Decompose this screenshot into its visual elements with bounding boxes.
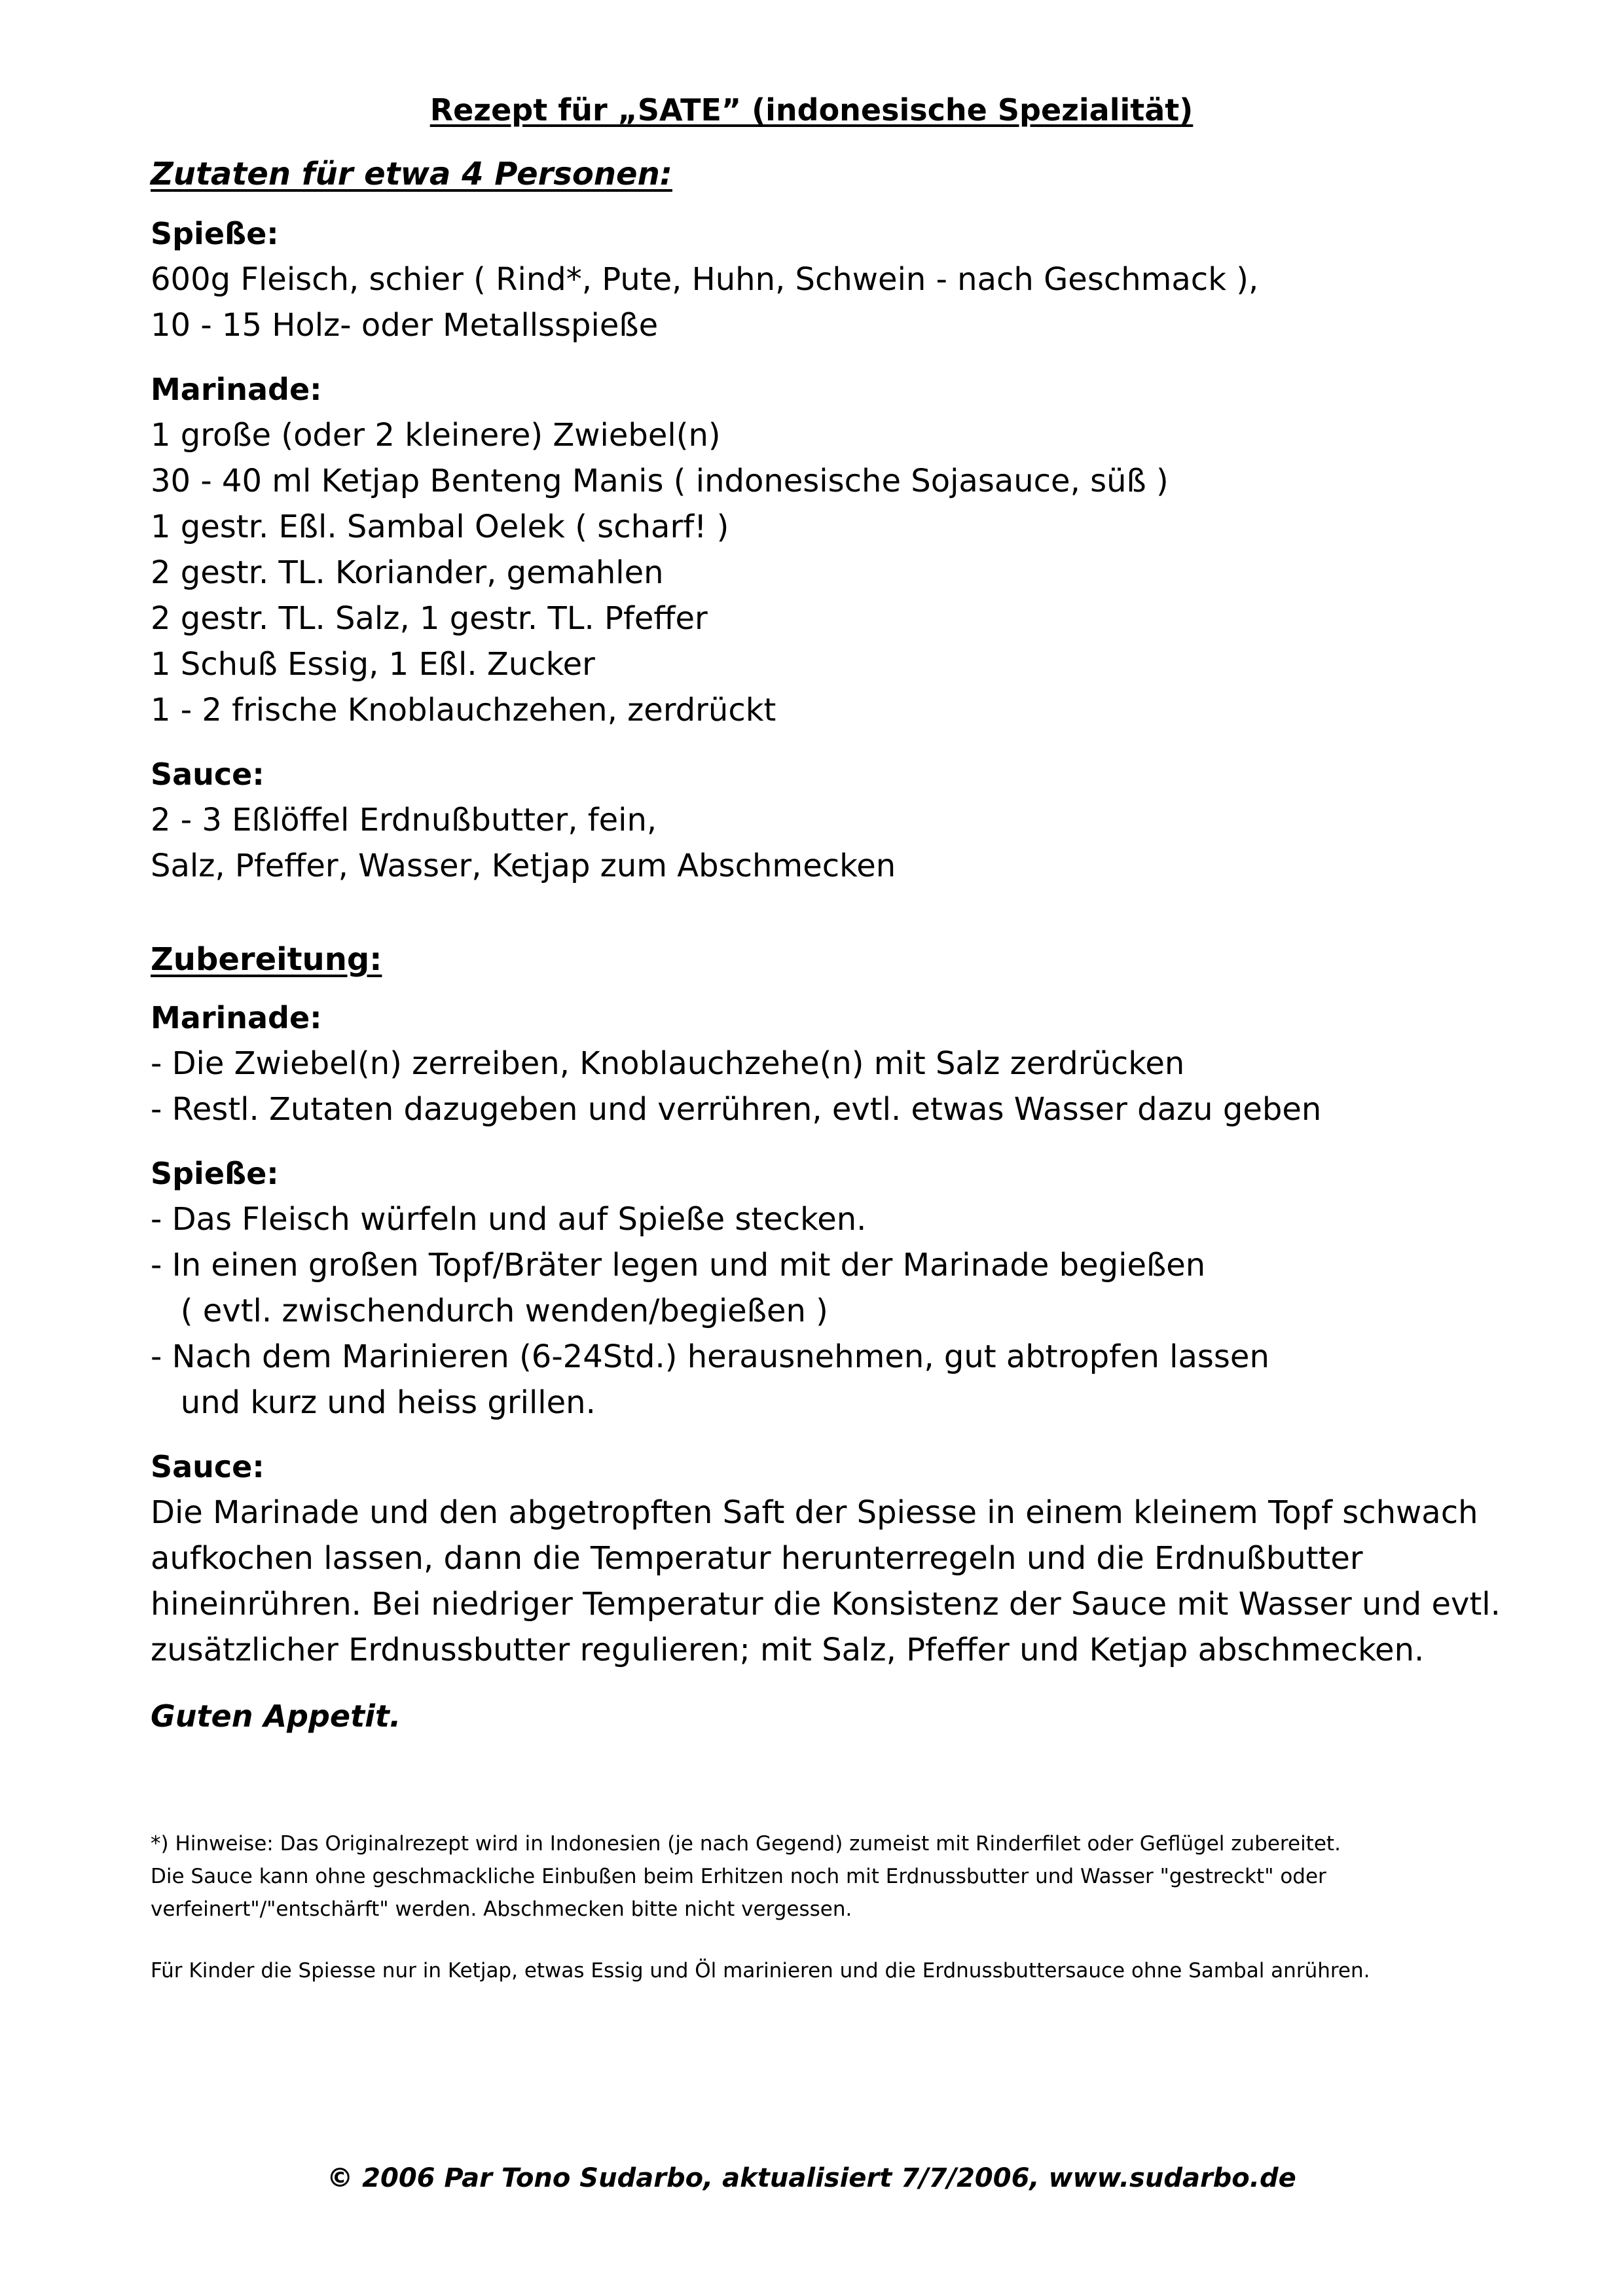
list-item: 2 gestr. TL. Koriander, gemahlen xyxy=(151,554,664,591)
greeting: Guten Appetit. xyxy=(151,1698,401,1734)
note-line: Die Sauce kann ohne geschmackliche Einbußen beim Erhitzen noch mit Erdnussbutter und Wasser "gestreckt" oder xyxy=(151,1865,1326,1888)
list-item: 1 große (oder 2 kleinere) Zwiebel(n) xyxy=(151,417,721,454)
ingredients-sauce xyxy=(151,751,1499,889)
kids-note xyxy=(151,1954,1499,1987)
note-line: Für Kinder die Spiesse nur in Ketjap, etwas Essig und Öl marinieren und die Erdnussbuttersauce ohne Sambal anrühren. xyxy=(151,1959,1370,1982)
paragraph-line: Die Marinade und den abgetropften Saft der Spiesse in einem kleinem Topf schwach xyxy=(151,1494,1478,1531)
preparation-sauce-heading: Sauce: xyxy=(151,1449,264,1484)
ingredients-skewers xyxy=(151,211,1499,348)
paragraph-line: hineinrühren. Bei niedriger Temperatur die Konsistenz der Sauce mit Wasser und evtl. xyxy=(151,1586,1501,1623)
notes-text xyxy=(151,1827,1499,1926)
list-item: 600g Fleisch, schier ( Rind*, Pute, Huhn, Schwein - nach Geschmack ), xyxy=(151,261,1259,298)
ingredients-sauce-list xyxy=(151,797,1499,889)
list-item: ( evtl. zwischendurch wenden/begießen ) xyxy=(151,1293,828,1329)
preparation-skewers-steps xyxy=(151,1196,1499,1426)
ingredients-marinade-list xyxy=(151,412,1499,733)
preparation-section xyxy=(151,940,1499,979)
list-item: - Die Zwiebel(n) zerreiben, Knoblauchzehe(n) mit Salz zerdrücken xyxy=(151,1045,1185,1082)
paragraph-line: zusätzlicher Erdnussbutter regulieren; mit Salz, Pfeffer und Ketjap abschmecken. xyxy=(151,1632,1425,1668)
preparation-skewers xyxy=(151,1151,1499,1426)
ingredients-skewers-heading: Spieße: xyxy=(151,216,279,251)
list-item: - Restl. Zutaten dazugeben und verrühren, evtl. etwas Wasser dazu geben xyxy=(151,1091,1322,1128)
greeting-block xyxy=(151,1696,1499,1736)
list-item: - Das Fleisch würfeln und auf Spieße stecken. xyxy=(151,1201,867,1238)
list-item: Salz, Pfeffer, Wasser, Ketjap zum Abschmecken xyxy=(151,848,896,884)
list-item: 2 - 3 Eßlöffel Erdnußbutter, fein, xyxy=(151,802,657,838)
page-title: Rezept für „SATE” (indonesische Spezialität) xyxy=(429,92,1194,128)
list-item: und kurz und heiss grillen. xyxy=(151,1384,596,1421)
notes xyxy=(151,1827,1499,1926)
preparation-marinade-steps xyxy=(151,1041,1499,1132)
preparation-marinade-heading: Marinade: xyxy=(151,1000,322,1035)
list-item: - Nach dem Marinieren (6-24Std.) herausnehmen, gut abtropfen lassen xyxy=(151,1338,1269,1375)
preparation-heading: Zubereitung: xyxy=(151,941,382,978)
list-item: 2 gestr. TL. Salz, 1 gestr. TL. Pfeffer xyxy=(151,600,708,637)
list-item: 1 Schuß Essig, 1 Eßl. Zucker xyxy=(151,646,595,683)
preparation-marinade xyxy=(151,995,1499,1132)
ingredients-sauce-heading: Sauce: xyxy=(151,757,264,792)
preparation-skewers-heading: Spieße: xyxy=(151,1156,279,1191)
ingredients-heading: Zutaten für etwa 4 Personen: xyxy=(151,156,672,192)
list-item: - In einen großen Topf/Bräter legen und mit der Marinade begießen xyxy=(151,1247,1206,1283)
note-line: *) Hinweise: Das Originalrezept wird in Indonesien (je nach Gegend) zumeist mit Rinderfilet oder Geflügel zubereitet. xyxy=(151,1832,1341,1856)
list-item: 30 - 40 ml Ketjap Benteng Manis ( indonesische Sojasauce, süß ) xyxy=(151,463,1169,499)
list-item: 1 - 2 frische Knoblauchzehen, zerdrückt xyxy=(151,692,776,728)
list-item: 10 - 15 Holz- oder Metallsspieße xyxy=(151,307,659,344)
preparation-sauce xyxy=(151,1444,1499,1673)
preparation-sauce-text xyxy=(151,1490,1499,1673)
ingredients-marinade xyxy=(151,367,1499,733)
kids-note-block xyxy=(151,1954,1499,1987)
ingredients-marinade-heading: Marinade: xyxy=(151,372,322,407)
ingredients-skewers-list xyxy=(151,257,1499,348)
note-line: verfeinert"/"entschärft" werden. Abschmecken bitte nicht vergessen. xyxy=(151,1897,852,1921)
paragraph-line: aufkochen lassen, dann die Temperatur herunterregeln und die Erdnußbutter xyxy=(151,1540,1363,1577)
footer-copyright: © 2006 Par Tono Sudarbo, aktualisiert 7/7/2006, www.sudarbo.de xyxy=(327,2163,1296,2193)
ingredients-section xyxy=(151,154,1499,194)
list-item: 1 gestr. Eßl. Sambal Oelek ( scharf! ) xyxy=(151,509,729,545)
